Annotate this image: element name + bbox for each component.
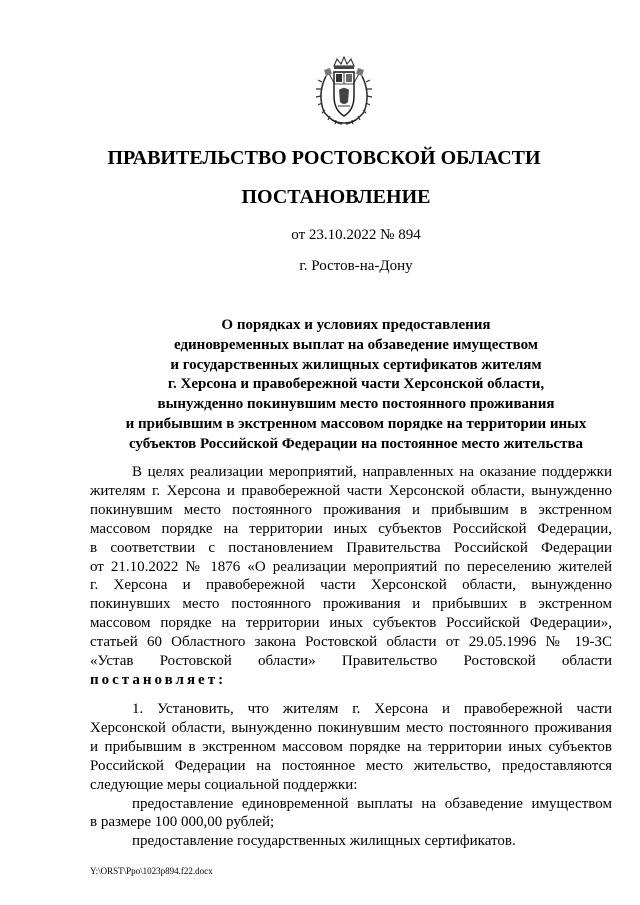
- preamble-line: г. Херсона и правобережной части Херсонской области, вынужденно: [90, 577, 612, 594]
- document-city: г. Ростов-на-Дону: [299, 258, 413, 274]
- subject-line: г. Херсона и правобережной части Херсонской области,: [167, 376, 545, 393]
- preamble-line: жителям г. Херсона и правобережной части Херсонской области, вынужденно: [90, 482, 612, 499]
- preamble-line: в соответствии с постановлением Правительства Российской Федерации: [90, 539, 612, 556]
- document-subject: [0, 316, 640, 455]
- clause-line: следующие меры социальной поддержки:: [90, 776, 358, 793]
- decree-word-line: [90, 671, 612, 690]
- preamble-line: покинувшим место постоянного проживания и прибывшим в экстренном: [90, 501, 612, 518]
- preamble-line: покинувших место постоянного проживания и прибывших в экстренном: [90, 596, 612, 613]
- measure-line: в размере 100 000,00 рублей;: [90, 814, 275, 831]
- clause-line: и прибывшим в экстренном массовом порядке на территории иных субъектов: [90, 738, 612, 755]
- subject-line: и прибывшим в экстренном массовом порядке на территории иных: [125, 415, 587, 432]
- file-path-footer: Y:\ORST\Ppo\1023p894.f22.docx: [90, 866, 213, 876]
- preamble-line: от 21.10.2022 № 1876 «О реализации мероприятий по переселению жителей: [90, 558, 612, 575]
- decree-word: постановляет:: [90, 671, 227, 688]
- preamble-line: статьей 60 Областного закона Ростовской области от 29.05.1996 № 19-ЗС: [90, 634, 612, 651]
- measure-line: предоставление единовременной выплаты на обзаведение имуществом: [132, 795, 612, 812]
- preamble-line: массовом порядке на территории иных субъектов Российской Федерации»,: [90, 615, 612, 632]
- document-type: ПОСТАНОВЛЕНИЕ: [241, 186, 431, 208]
- clause-line: Херсонской области, вынужденно покинувшим место постоянного проживания: [90, 719, 612, 736]
- clause-1-paragraph: [90, 700, 612, 851]
- subject-line: вынужденно покинувшим место постоянного проживания: [157, 396, 555, 413]
- clause-line: Российской Федерации на постоянное место жительство, предоставляются: [90, 757, 612, 774]
- preamble-paragraph: [90, 463, 612, 690]
- subject-line: субъектов Российской Федерации на постоянное место жительства: [128, 435, 584, 452]
- document-date-number: от 23.10.2022 № 894: [291, 227, 421, 243]
- measure-line: предоставление государственных жилищных сертификатов.: [132, 833, 516, 850]
- coat-of-arms-emblem: [314, 56, 374, 128]
- subject-line: О порядках и условиях предоставления: [221, 317, 491, 333]
- subject-line: и государственных жилищных сертификатов жителям: [170, 356, 542, 373]
- preamble-line: массовом порядке на территории иных субъектов Российской Федерации,: [90, 520, 612, 537]
- subject-line: единовременных выплат на обзаведение имуществом: [173, 336, 539, 353]
- preamble-line: В целях реализации мероприятий, направленных на оказание поддержки: [132, 464, 612, 480]
- organization-title: ПРАВИТЕЛЬСТВО РОСТОВСКОЙ ОБЛАСТИ: [107, 147, 541, 169]
- clause-line: 1. Установить, что жителям г. Херсона и правобережной части: [132, 701, 612, 717]
- preamble-line: «Устав Ростовской области» Правительство Ростовской области: [90, 653, 612, 670]
